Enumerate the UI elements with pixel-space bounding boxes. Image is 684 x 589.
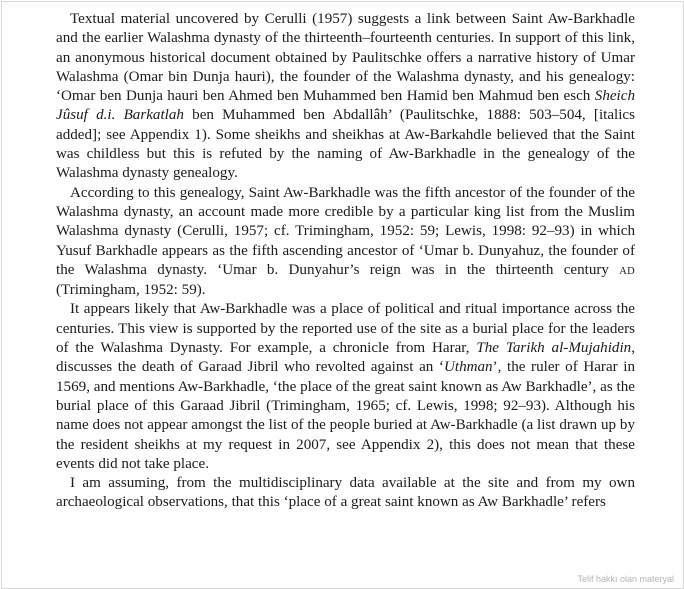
italic-run: The Tarikh al-Mujahidin (476, 340, 632, 357)
text-run: Textual material uncovered by Cerulli (1957) suggests a link between Saint Aw-Barkhadle and the earlier Walashma dynasty of the thirteenth–fourteenth centuries. In support of this link, an anonymous historical document obtained by Paulitschke offers a narrative history of Umar Walashma (Omar bin Dunja hauri), the founder of the Walashma dynasty, and his genealogy: ‘Omar ben Dunja hauri ben Ahmed ben Muhammed ben Hamid ben Mahmud ben esch (56, 11, 635, 105)
text-run: (Trimingham, 1952: 59). (56, 282, 206, 299)
italic-run: Sheich Jûsuf d.i. Barkatlah (56, 88, 635, 124)
text-run: , discusses the death of Garaad Jibril who revolted against an ‘ (56, 340, 635, 376)
text-run: ’, the ruler of Harar in 1569, and mentions Aw-Barkhadle, ‘the place of the great saint known as Aw Barkhadle’, as the burial place of this Garaad Jibril (Trimingham, 1965; cf. Lewis, 1998; 92–93). Although his name does not appear amongst the list of the people buried at Aw-Barkhadle (a list drawn up by the resident sheikhs at my request in 2007, see Appendix 2), this does not mean that these events did not take place. (56, 359, 636, 472)
copyright-watermark: Telif hakkı olan materyal (577, 574, 674, 584)
document-body (56, 10, 635, 513)
text-run: It appears likely that Aw-Barkhadle was a place of political and ritual importance across the centuries. This view is supported by the reported use of the site as a burial place for the leaders of the Walashma Dynasty. For example, a chronicle from Harar, (56, 301, 635, 357)
paragraph-2 (56, 184, 635, 301)
paragraph-3 (56, 300, 635, 474)
italic-run: Uthman (443, 359, 493, 376)
paragraph-4 (56, 474, 635, 513)
text-run: According to this genealogy, Saint Aw-Barkhadle was the fifth ancestor of the founder of the Walashma dynasty, an account made more credible by a particular king list from the Muslim Walashma dynasty (Cerulli, 1957; cf. Trimingham, 1952: 59; Lewis, 1998: 92–93) in which Yusuf Barkhadle appears as the fifth ascending ancestor of ‘Umar b. Dunyahuz, the founder of the Walashma dynasty. ‘Umar b. Dunyahur’s reign was in the thirteenth century (56, 184, 635, 278)
smallcaps-run: AD (619, 265, 635, 277)
text-run: ben Muhammed ben Abdallâh’ (Paulitschke, 1888: 503–504, [italics added]; see Appendix 1). Some sheikhs and sheikhas at Aw-Barkahdle believed that the Saint was childless but this is refuted by the naming of Aw-Barkhadle in the genealogy of the Walashma dynasty genealogy. (56, 107, 635, 182)
text-run: I am assuming, from the multidisciplinary data available at the site and from my own archaeological observations, that this ‘place of a great saint known as Aw Barkhadle’ refers (56, 475, 635, 511)
paragraph-1 (56, 10, 635, 184)
